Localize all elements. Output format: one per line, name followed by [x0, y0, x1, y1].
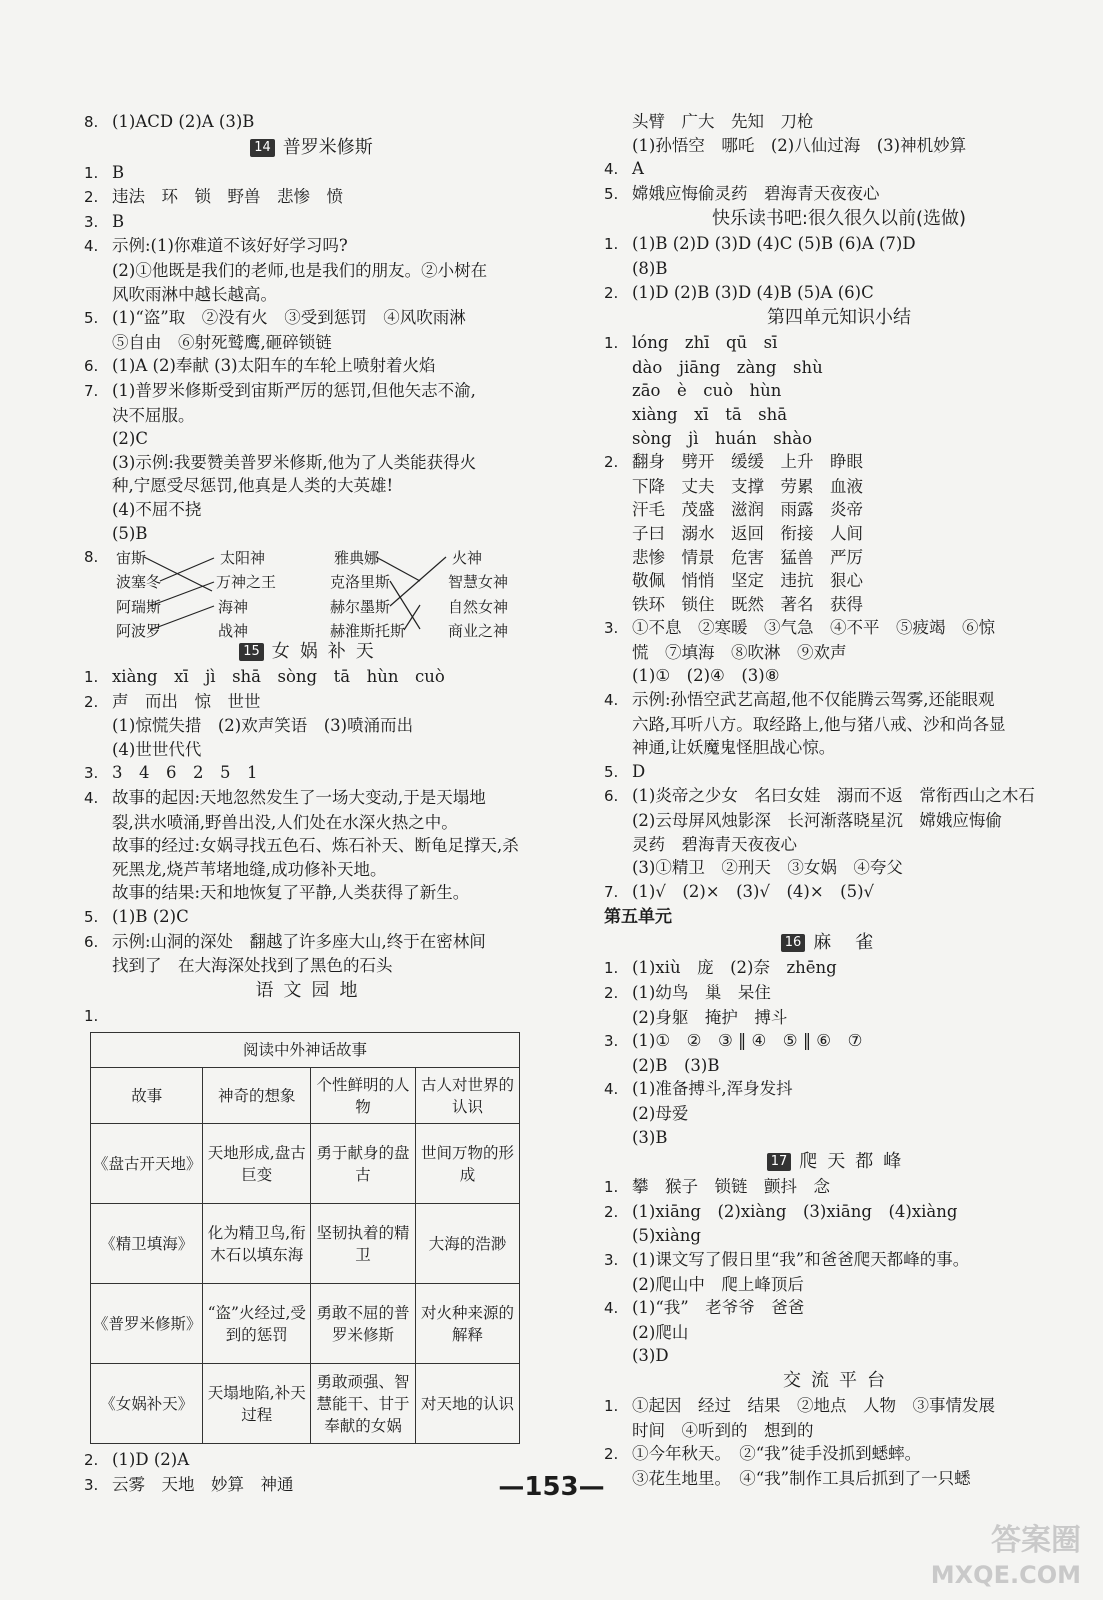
answer-line: 子曰 溺水 返回 衔接 人间 [632, 523, 863, 543]
answer-list [84, 161, 539, 546]
table-header: 故事 [91, 1068, 203, 1124]
answer-line: 1. 攀 猴子 锁链 颤抖 念 [604, 1177, 830, 1197]
answer-line: 故事的经过:女娲寻找五色石、炼石补天、断龟足撑天,杀 [112, 836, 519, 856]
page-number: —153— [498, 1472, 605, 1502]
answer-line: 4. (1)准备搏斗,浑身发抖 [604, 1079, 793, 1099]
answer-line: (2)爬山 [632, 1322, 689, 1342]
table-cell: 世间万物的形成 [415, 1124, 519, 1204]
answer-line: 六路,耳听八方。取经路上,他与猪八戒、沙和尚各显 [632, 714, 1006, 734]
answer-line: 5. 嫦娥应悔偷灵药 碧海青天夜夜心 [604, 183, 880, 203]
answer-line: 3. 3 4 6 2 5 1 [84, 763, 258, 783]
answer-line: (2)爬山中 爬上峰顶后 [632, 1274, 804, 1294]
table-row [91, 1284, 520, 1364]
answer-line: 决不屈服。 [112, 405, 195, 425]
answer-line: 故事的结果:天和地恢复了平静,人类获得了新生。 [112, 883, 470, 903]
table-cell: 《女娲补天》 [91, 1364, 203, 1444]
table-cell: “盗”火经过,受到的惩罚 [203, 1284, 311, 1364]
table-header: 神奇的想象 [203, 1068, 311, 1124]
answer-line: 死黑龙,烧芦苇堵地缝,成功修补天地。 [112, 859, 387, 879]
lesson-title: 17 爬天都峰 [604, 1149, 1074, 1175]
answer-line: 4. 示例:孙悟空武艺高超,他不仅能腾云驾雾,还能眼观 [604, 690, 995, 710]
answer-line: 3. 云雾 天地 妙算 神通 [84, 1475, 294, 1494]
answer-list [604, 331, 1074, 904]
match-item: 阿瑞斯 [116, 598, 162, 617]
answer-line: 5. (1)“盗”取 ②没有火 ③受到惩罚 ④风吹雨淋 [84, 308, 466, 328]
answer-line: ⑤自由 ⑥射死鹫鹰,砸碎锁链 [112, 332, 332, 352]
match-item: 太阳神 [220, 549, 266, 568]
answer-line: (4)不屈不挠 [112, 499, 202, 519]
answer-line: (2)C [112, 429, 148, 449]
answer-line: (2)身躯 掩护 搏斗 [632, 1007, 788, 1027]
answer-line: 5. (1)B (2)C [84, 907, 189, 927]
table-cell: 勇于献身的盘古 [311, 1124, 416, 1204]
unit-title: 第五单元 [604, 907, 672, 928]
table-caption: 阅读中外神话故事 [91, 1033, 520, 1068]
lesson-badge: 15 [239, 643, 264, 661]
answer-line: 慌 ⑦填海 ⑧吹淋 ⑨欢声 [632, 642, 847, 662]
answer-line: 裂,洪水喷涌,野兽出没,人们处在水深火热之中。 [112, 812, 458, 832]
answer-line: (5)xiàng [632, 1226, 701, 1246]
myth-table [90, 1032, 520, 1444]
match-item: 赫尔墨斯 [330, 598, 391, 617]
section-title: 快乐读书吧:很久很久以前(选做) [711, 208, 967, 230]
answer-list [604, 956, 1074, 1149]
answer-line: 8. (1)ACD (2)A (3)B [84, 112, 255, 131]
table-cell: 对火种来源的解释 [415, 1284, 519, 1364]
answer-line: 悲惨 情景 危害 猛兽 严厉 [632, 547, 863, 567]
table-cell: 坚韧执着的精卫 [311, 1204, 416, 1284]
lesson-title: 14 普罗米修斯 [84, 135, 539, 161]
match-item: 商业之神 [448, 622, 509, 641]
watermark-logo: 答案圈 MXQE.COM [930, 1523, 1081, 1589]
table-cell: 《普罗米修斯》 [91, 1284, 203, 1364]
answer-line: 风吹雨淋中越长越高。 [112, 284, 277, 304]
answer-line: (1)① (2)④ (3)⑧ [632, 666, 780, 686]
answer-line: dào jiāng zàng shù [632, 357, 823, 377]
answer-line: (8)B [632, 258, 668, 278]
answer-line: (2)B (3)B [632, 1055, 720, 1075]
answer-line: 2. 违法 环 锁 野兽 悲惨 愤 [84, 187, 343, 207]
section-title: 交流平台 [783, 1369, 895, 1391]
match-item: 赫淮斯托斯 [330, 622, 406, 641]
answer-line: 4. 故事的起因:天地忽然发生了一场大变动,于是天塌地 [84, 788, 486, 808]
answer-line: 7. (1)√ (2)× (3)√ (4)× (5)√ [604, 881, 875, 901]
answer-line: (4)世世代代 [112, 739, 202, 759]
table-row [91, 1204, 520, 1284]
table-cell: 《精卫填海》 [91, 1204, 203, 1284]
answer-line: 1. ①起因 经过 结果 ②地点 人物 ③事情发展 [604, 1395, 995, 1415]
answer-line: 灵药 碧海青天夜夜心 [632, 834, 797, 854]
lesson-badge: 17 [767, 1153, 792, 1171]
table-cell: 勇敢不屈的普罗米修斯 [311, 1284, 416, 1364]
answer-line: (5)B [112, 523, 148, 543]
answer-line: 2. (1)D (2)A [84, 1450, 190, 1470]
match-item: 宙斯 [116, 549, 147, 568]
match-item: 海神 [218, 598, 249, 617]
answer-line: (2)母爱 [632, 1103, 689, 1123]
answer-line: (3)D [632, 1346, 669, 1366]
match-item: 雅典娜 [334, 549, 380, 568]
table-cell: 化为精卫鸟,衔木石以填东海 [203, 1204, 311, 1284]
answer-line: zāo è cuò hùn [632, 381, 782, 401]
table-cell: 天塌地陷,补天过程 [203, 1364, 311, 1444]
answer-line: 2. (1)xiāng (2)xiàng (3)xiāng (4)xiàng [604, 1201, 958, 1221]
table-cell: 《盘古开天地》 [91, 1124, 203, 1204]
answer-line: (2)云母屏风烛影深 长河渐落晓星沉 嫦娥应悔偷 [632, 811, 1002, 831]
answer-line: 1. (1)xiù 庞 (2)奈 zhēng [604, 958, 837, 978]
answer-line: 时间 ④听到的 想到的 [632, 1420, 814, 1440]
answer-line: 3. (1)① ② ③ ‖ ④ ⑤ ‖ ⑥ ⑦ [604, 1031, 863, 1051]
section-title: 第四单元知识小结 [767, 307, 911, 329]
answer-line: 种,宁愿受尽惩罚,他真是人类的大英雄! [112, 476, 394, 496]
matching-diagram [84, 545, 539, 639]
answer-line: 1. B [84, 162, 125, 182]
match-item: 波塞冬 [116, 573, 162, 592]
answer-list [604, 110, 1074, 206]
left-column: 8. (1)ACD (2)A (3)B 14 普罗米修斯 1. B 2. 违法 环 锁 野兽 悲惨 愤 3. B 4. 示例:(1)你难道不该好好学习吗? (2)①他既是我们的老师,也是我们的朋友。②小树在 风吹雨淋中越长越高。 5. (1)“盗”取 ②没有火 ③受到惩罚 ④风吹雨淋 ⑤自由 ⑥射死鹫鹰,砸碎锁链 6. (1)A (2)奉献 (3)太阳车的车轮上喷射着火焰 7. (1)普罗米修斯受到宙斯严厉的惩罚,但他矢志不渝, 决不屈服。 (2)C (3)示例:我要赞美普罗米修斯,他为了人类能获得火 种,宁愿受尽惩罚,他真是人类的大英雄! (4)不屈不挠 (5)B 8. 宙斯 波塞冬 阿瑞斯 阿波罗 太阳神 万神之王 海神 战神 雅典娜 克洛里斯 赫尔墨斯 赫淮斯托斯 火神 智慧女神 自然女神 商业之神 15 女娲补天 1. xiàng xī jì shā sòng tā hùn cuò 2. 声 而出 惊 世世 (1)惊慌失措 (2)欢声笑语 (3)喷涌而出 (4)世世代代 3. 3 4 6 2 5 1 4. 故事的起因:天地忽然发生了一场大变动,于是天塌地 裂,洪水喷涌,野兽出没,人们处在水深火热之中。 故事的经过:女娲寻找五色石、炼石补天、断龟足撑天,杀 死黑龙,烧芦苇堵地缝,成功修补天地。 故事的结果:天和地恢复了平静,人类获得了新生。 5. (1)B (2)C 6. 示例:山洞的深处 翻越了许多座大山,终于在密林间 找到了 在大海深处找到了黑色的石头 语文园地 1. 阅读中外神话故事 故事 神奇的想象 个性鲜明的人物 古人对世界的认识 《盘古开天地》 天地形成,盘古巨变 勇于献身的盘古 世间万物的形成 《精卫填海》 化为精卫鸟,衔木石以填东海 坚韧执着的精卫 大海的浩渺 《普罗米修斯》 “盗”火经过,受到的惩罚 勇敢不屈的普罗米修斯 对火种来源的解释 《女娲补天》 天塌地陷,补天过程 勇敢顽强、智慧能干、甘于奉献的女娲 对天地的认识 2. (1)D (2)A 3. 云雾 天地 妙算 神通 [84, 110, 539, 1498]
answer-line: 6. (1)炎帝之少女 名曰女娃 溺而不返 常衔西山之木石 [604, 786, 1035, 806]
match-item: 克洛里斯 [330, 573, 391, 592]
table-cell: 天地形成,盘古巨变 [203, 1124, 311, 1204]
lesson-title: 15 女娲补天 [84, 639, 539, 665]
table-cell: 大海的浩渺 [415, 1204, 519, 1284]
answer-line: 3. (1)课文写了假日里“我”和爸爸爬天都峰的事。 [604, 1249, 970, 1269]
answer-line: 找到了 在大海深处找到了黑色的石头 [112, 956, 393, 976]
answer-line: 4. (1)“我” 老爷爷 爸爸 [604, 1298, 805, 1318]
table-row [91, 1364, 520, 1444]
answer-line: 3. ①不息 ②寒暖 ③气急 ④不平 ⑤疲竭 ⑥惊 [604, 618, 995, 638]
answer-line: 头臂 广大 先知 刀枪 [632, 112, 814, 131]
match-item: 自然女神 [448, 598, 509, 617]
answer-line: sòng jì huán shào [632, 428, 813, 448]
answer-line: (2)①他既是我们的老师,也是我们的朋友。②小树在 [112, 260, 488, 280]
answer-line: 下降 丈夫 支撑 劳累 血液 [632, 476, 863, 496]
answer-line: (3)①精卫 ②刑天 ③女娲 ④夸父 [632, 858, 903, 878]
answer-line: 6. (1)A (2)奉献 (3)太阳车的车轮上喷射着火焰 [84, 356, 436, 376]
match-item: 火神 [452, 549, 483, 568]
table-row [91, 1124, 520, 1204]
section-title: 语文园地 [255, 979, 368, 1001]
answer-line: 7. (1)普罗米修斯受到宙斯严厉的惩罚,但他矢志不渝, [84, 380, 476, 400]
answer-line: (3)示例:我要赞美普罗米修斯,他为了人类能获得火 [112, 452, 477, 472]
table-header: 古人对世界的认识 [415, 1068, 519, 1124]
answer-line: 铁环 锁住 既然 著名 获得 [632, 594, 863, 614]
match-item: 万神之王 [216, 573, 277, 592]
answer-line: 6. 示例:山洞的深处 翻越了许多座大山,终于在密林间 [84, 931, 486, 951]
answer-line: 1. (1)B (2)D (3)D (4)C (5)B (6)A (7)D [604, 234, 916, 254]
answer-line: 2. ①今年秋天。 ②“我”徒手没抓到蟋蟀。 [604, 1444, 922, 1464]
table-cell: 勇敢顽强、智慧能干、甘于奉献的女娲 [311, 1364, 416, 1444]
answer-line: 2. 翻身 劈开 缓缓 上升 睁眼 [604, 452, 863, 472]
answer-line: 神通,让妖魔鬼怪胆战心惊。 [632, 738, 836, 758]
answer-line: 1. [84, 1006, 99, 1025]
answer-line: 4. 示例:(1)你难道不该好好学习吗? [84, 236, 348, 256]
answer-line: 2. (1)D (2)B (3)D (4)B (5)A (6)C [604, 282, 874, 302]
answer-line: (1)孙悟空 哪吒 (2)八仙过海 (3)神机妙算 [632, 135, 967, 155]
answer-line: 2. (1)幼鸟 巢 呆住 [604, 983, 771, 1002]
match-item: 智慧女神 [448, 573, 509, 592]
match-item: 战神 [218, 622, 249, 641]
answer-line: xiàng xī tā shā [632, 404, 788, 424]
right-column [604, 110, 1074, 1490]
lesson-badge: 14 [250, 139, 275, 157]
answer-line: (1)惊慌失措 (2)欢声笑语 (3)喷涌而出 [112, 716, 414, 736]
lesson-badge: 16 [781, 934, 806, 952]
answer-line: 3. B [84, 211, 125, 231]
answer-list [604, 232, 1074, 305]
answer-list [604, 1175, 1074, 1368]
answer-line: 1. xiàng xī jì shā sòng tā hùn cuò [84, 667, 445, 687]
answer-line: ③花生地里。 ④“我”制作工具后抓到了一只蟋 [632, 1468, 971, 1488]
match-item: 阿波罗 [116, 622, 162, 641]
lesson-title: 16 麻雀 [604, 930, 1074, 956]
answer-line: 2. 声 而出 惊 世世 [84, 691, 261, 711]
table-header: 个性鲜明的人物 [311, 1068, 416, 1124]
answer-line: 4. A [604, 159, 644, 179]
answer-line: 5. D [604, 761, 646, 781]
answer-list [84, 665, 539, 978]
answer-line: 敬佩 悄悄 坚定 违抗 狠心 [632, 571, 863, 591]
answer-line: 汗毛 茂盛 滋润 雨露 炎帝 [632, 500, 863, 520]
table-cell: 对天地的认识 [415, 1364, 519, 1444]
answer-line: 1. lóng zhī qū sī [604, 333, 778, 353]
answer-line: (3)B [632, 1127, 668, 1147]
